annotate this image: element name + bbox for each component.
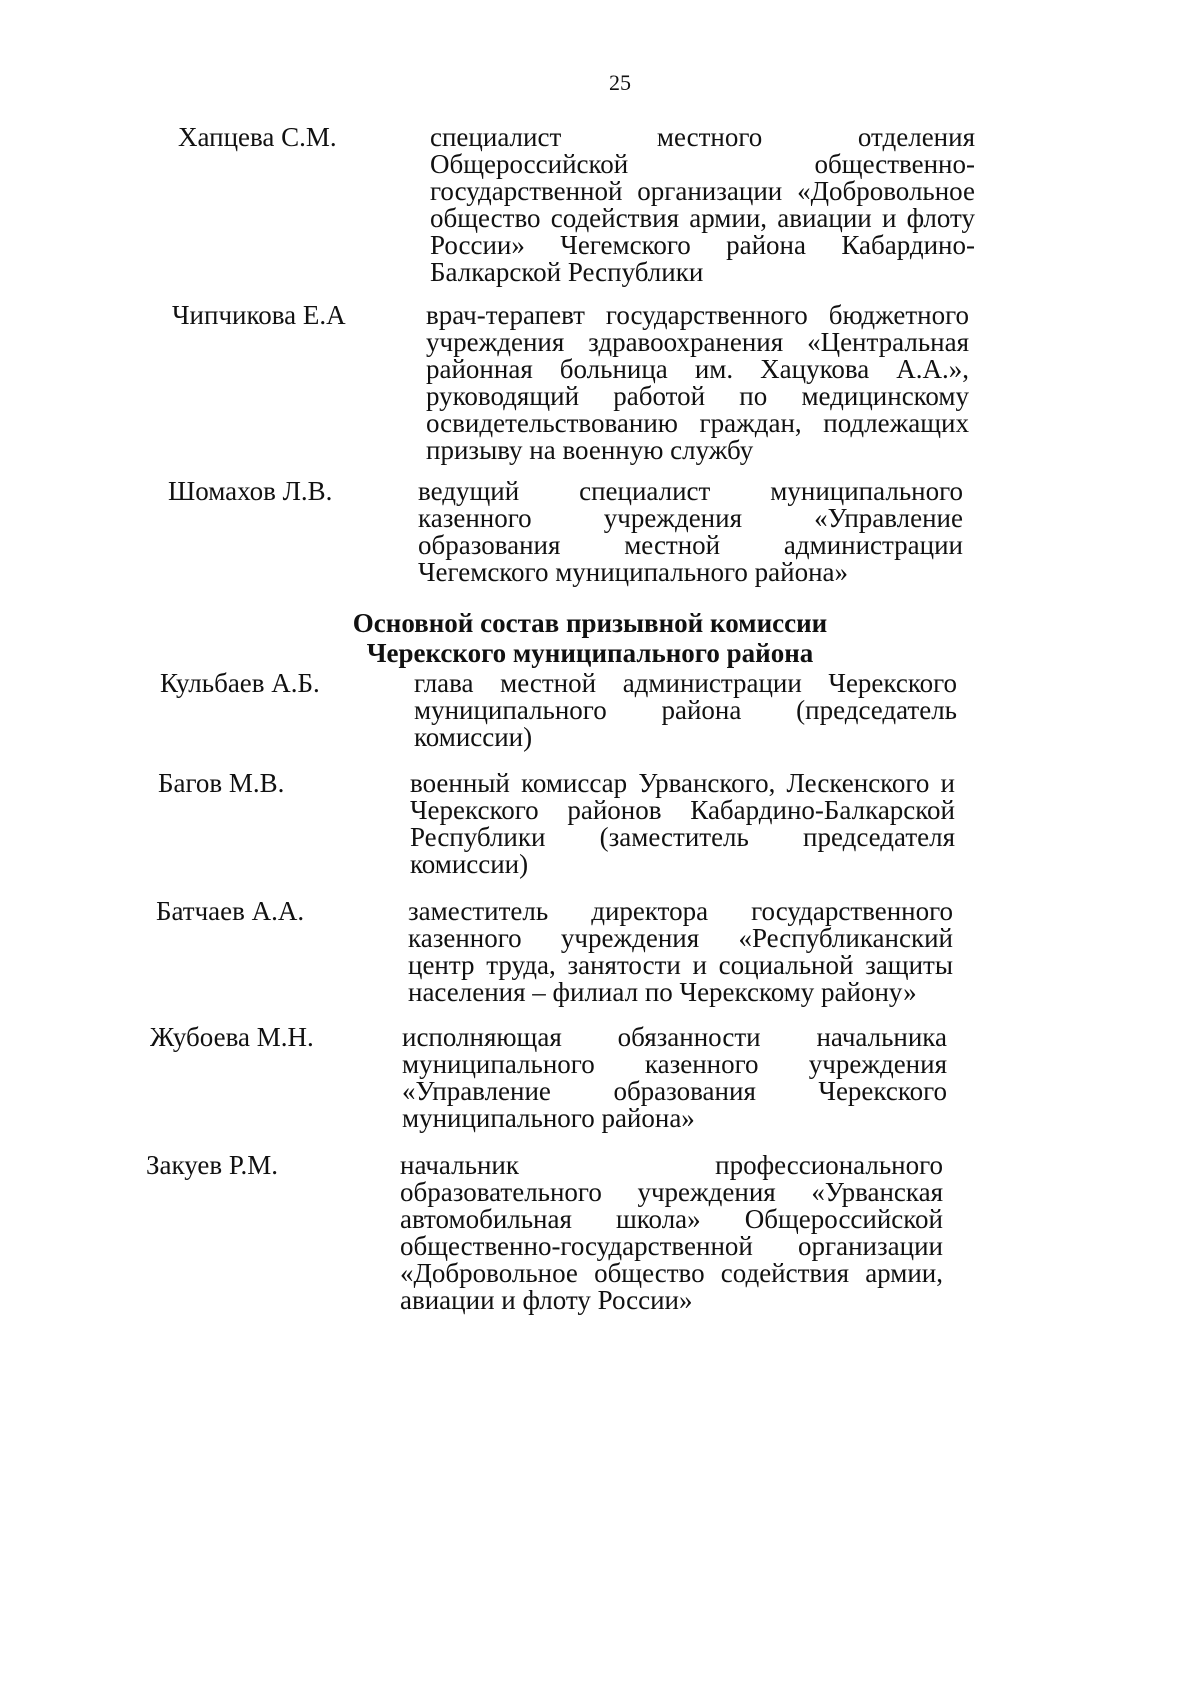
member-entry xyxy=(172,300,972,465)
member-description: врач-терапевт государственного бюджетного учреждения здравоохранения «Центральная районная больница им. Хацукова А.А.», руководящий работой по медицинскому освидетельствованию граждан, подлежащих призыву на военную службу xyxy=(426,300,969,465)
member-description: начальник профессионального образовательного учреждения «Урванская автомобильная школа» Общероссийской общественно-государственной организации «Добровольное общество содействия армии, авиации и флоту России» xyxy=(400,1150,943,1315)
member-entry xyxy=(160,670,960,755)
member-entry xyxy=(150,1024,950,1139)
member-name: Шомахов Л.В. xyxy=(168,476,333,506)
member-description: глава местной администрации Черекского муниципального района (председатель комиссии) xyxy=(414,668,957,752)
member-entry xyxy=(178,122,978,287)
member-description: заместитель директора государственного казенного учреждения «Республиканский центр труда, занятости и социальной защиты населения – филиал по Черекскому району» xyxy=(408,896,953,1007)
member-name: Хапцева С.М. xyxy=(178,122,337,152)
member-entry xyxy=(158,770,958,885)
member-entry xyxy=(146,1152,946,1322)
member-entry xyxy=(168,478,968,588)
member-entry xyxy=(156,898,956,1013)
member-name: Чипчикова Е.А xyxy=(172,300,346,330)
member-description: специалист местного отделения Общероссийской общественно-государственной организации «Добровольное общество содействия армии, авиации и флоту России» Чегемского района Кабардино-Балкарской Республики xyxy=(430,122,975,287)
heading-line: Черекского муниципального района xyxy=(366,638,814,668)
member-name: Закуев Р.М. xyxy=(146,1150,279,1180)
member-name: Жубоева М.Н. xyxy=(150,1022,314,1052)
page-number: 25 xyxy=(609,70,631,95)
heading-line: Основной состав призывной комиссии xyxy=(352,608,828,638)
member-name: Батчаев А.А. xyxy=(156,896,305,926)
member-name: Багов М.В. xyxy=(158,768,285,798)
member-description: военный комиссар Урванского, Лескенского и Черекского районов Кабардино-Балкарской Республики (заместитель председателя комиссии) xyxy=(410,768,955,879)
section-heading xyxy=(330,608,850,668)
member-description: ведущий специалист муниципального казенного учреждения «Управление образования местной администрации Чегемского муниципального района» xyxy=(418,476,963,587)
member-name: Кульбаев А.Б. xyxy=(160,668,320,698)
member-description: исполняющая обязанности начальника муниципального казенного учреждения «Управление образования Черекского муниципального района» xyxy=(402,1022,947,1133)
